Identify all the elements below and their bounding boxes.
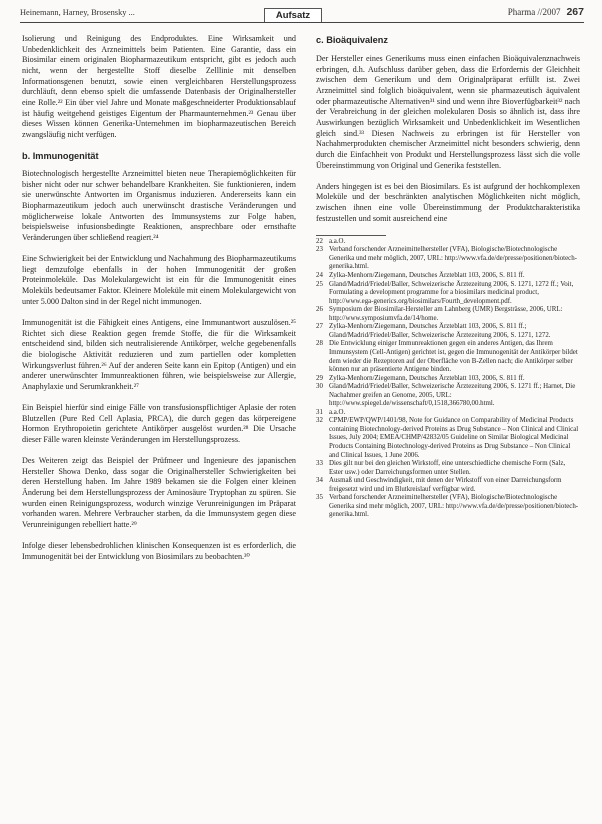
footnote-35 <box>316 494 580 520</box>
left-paragraph-5: Ein Beispiel hierfür sind einige Fälle von transfusionspflichtiger Aplasie der roten Blutzellen (Pure Red Cell Aplasia, PRCA), die durch gegen das körpereigene Hormon Erythropoietin gerichtete Antikörper ausgelöst wurden.²⁸ Die Ursache dieser Fälle waren kleinste Veränderungen im Herstellungsprozess. <box>22 403 296 444</box>
left-column <box>22 34 296 573</box>
footnote-34 <box>316 477 580 494</box>
footnote-22 <box>316 238 580 247</box>
footnote-23 <box>316 246 580 272</box>
journal-issue: Pharma //2007 <box>507 7 561 17</box>
running-head-journal <box>508 6 584 18</box>
footnote-number: 35 <box>316 494 323 502</box>
footnote-text: Dies gilt nur bei den gleichen Wirkstoff, eine unterschiedliche chemische Form (Salz, Ester usw.) oder Darreichungsformen unter Stellen. <box>329 460 566 476</box>
footnote-text: Verband forschender Arzneimittelhersteller (VFA), Biologische/Biotechnologische Generika und mehr möglich, 2007, URL: http://www.vfa.de/de/presse/positionen/biotech-generika.html. <box>329 246 577 271</box>
footnote-text: Symposium der Biosimilar-Hersteller am Lahnberg (UMR) Bergsträsse, 2006, URL: http://www.symposiumvfa.de/14/home. <box>329 306 563 322</box>
footnote-text: Die Entwicklung einiger Immunreaktionen gegen ein anderes Antigen, das Ihrem Immunsystem (Cell-Antigen) gerichtet ist, gegen die Immunogenität der Antikörper bildet dem wieder die Rezeptoren auf der Oberfläche von B-Zellen nach; die Antikörper selber können nur an präsentierte Antigene binden. <box>329 340 578 374</box>
footnote-29 <box>316 375 580 384</box>
footnote-text: Zylka-Menhorn/Ziegemann, Deutsches Ärzteblatt 103, 2006, S. 811 ff.; Gland/Madrid/Friedel/Baller, Schweizerische Ärztezeitung 2006, S. 1271, 1272. <box>329 323 551 339</box>
right-paragraph-2: Anders hingegen ist es bei den Biosimilars. Es ist aufgrund der hochkomplexen Moleküle und der beschränkten analytischen Möglichkeiten nicht möglich, zwischen ihnen eine volle Übereinstimmung der Produktcharakteristika festzustellen und somit ausreichend eine <box>316 181 580 223</box>
section-label: Aufsatz <box>264 8 322 22</box>
left-paragraph-7: Infolge dieser lebensbedrohlichen klinischen Konsequenzen ist es erforderlich, die Immunogenität bei der Entwicklung von Biosimilars zu beobachten.³⁰ <box>22 541 296 561</box>
footnote-number: 28 <box>316 340 323 348</box>
footnotes <box>316 238 580 520</box>
footnote-text: Zylka-Menhorn/Ziegemann, Deutsches Ärzteblatt 103, 2006, S. 811 ff. <box>329 272 525 280</box>
left-paragraph-2: Biotechnologisch hergestellte Arzneimittel bieten neue Therapiemöglichkeiten für bisher nicht oder nur schwer behandelbare Krankheiten. Sie funktionieren, indem sie unerwünschte Antworten im Organismus induzieren. Andererseits kann ein Biopharmazeutikum jedoch auch unerwünscht drastische Veränderungen und möglicherweise lokale Antworten des Immunsystems zur Folge haben, beispielsweise infusionsbedingte Reaktionen, ansprechbare oder ernsthafte Veränderungen über schließend reagiert.²⁴ <box>22 169 296 242</box>
footnote-text: Zylka-Menhorn/Ziegemann, Deutsches Ärzteblatt 103, 2006, S. 811 ff. <box>329 374 525 382</box>
footnote-text: a.a.O. <box>329 237 346 245</box>
left-paragraph-4: Immunogenität ist die Fähigkeit eines Antigens, eine Immunantwort auszulösen.²⁵ Richtet sich diese Reaktion gegen fremde Stoffe, die für die Wirksamkeit entscheidend sind, bilden sich neutralisierende Antikörper, welche gegebenenfalls die biologische Aktivität reduzieren und zum partiellen oder kompletten Wirkungsverlust führen.²⁶ Auf der anderen Seite kann ein Epitop (Antigen) und ein anderer unerwünschter Immunreaktionen führen, wie beispielsweise zur Allergie, Anaphylaxie und Serumkrankheit.²⁷ <box>22 317 296 391</box>
footnote-number: 32 <box>316 417 323 425</box>
footnote-32 <box>316 417 580 460</box>
footnote-25 <box>316 281 580 307</box>
footnote-24 <box>316 272 580 281</box>
footnote-number: 23 <box>316 246 323 254</box>
footnote-27 <box>316 323 580 340</box>
header-rule <box>20 22 584 23</box>
footnote-30 <box>316 383 580 409</box>
footnote-number: 30 <box>316 383 323 391</box>
footnote-number: 24 <box>316 272 323 280</box>
footnote-number: 25 <box>316 280 323 288</box>
left-paragraph-6: Des Weiteren zeigt das Beispiel der Prüfmeer und Ingenieure des japanischen Hersteller Showa Denko, dass sogar die Originalhersteller Schwierigkeiten bei deren Herstellung haben. Im Jahre 1989 bekamen sie die Folgen einer kleinen Änderung bei dem Herstellungsprozess der Aminosäure Tryptophan zu spüren. Sie wurden einen Reinigungsprozess, wodurch winzige Verunreinigungen im Präparat vorhanden waren. Mehrere Verbraucher starben, da die Immunsystem gegen diese Verunreinigungen rebelliert hatte.²⁹ <box>22 456 296 530</box>
footnote-text: a.a.O. <box>329 408 346 416</box>
footnote-number: 29 <box>316 374 323 382</box>
footnote-26 <box>316 306 580 323</box>
footnote-text: Ausmaß und Geschwindigkeit, mit denen der Wirkstoff von einer Darreichungsform freigesetzt wird und im Blutkreislauf verfügbar wird. <box>329 477 562 493</box>
footnote-rule <box>316 235 386 236</box>
page-number: 267 <box>566 6 584 18</box>
footnote-text: CPMP/EWP/QWP/1401/98, Note for Guidance on Comparability of Medicinal Products containing Biotechnology-derived Proteins as Drug Substance – Non Clinical and Clinical Issues, July 2004; EMEA/CHMP/42832/05 Guideline on Similar Biological Medicinal Products Containing Biotechnology-derived Proteins as Drug Substance – Non Clinical and Clinical Issues, 1 June 2006. <box>329 417 579 459</box>
right-column <box>316 34 580 520</box>
left-paragraph-1: Isolierung und Reinigung des Endproduktes. Eine Wirksamkeit und Unbedenklichkeit des Arzneimittels beim Patienten. Eine Garantie, dass ein Biosimilar einem originalen Biopharmazeutikum entspricht, gibt es jedoch auch nicht, wenn der hergestellte Stoff dieselbe Zelllinie mit denselben Informationsgenen benutzt, sowie einen vergleichbaren Herstellungsprozess durchläuft, denn ebenso spielt die umfassende Datenbasis der Originalhersteller eine Rolle.²² Ein über viel Jahre und Monate maßgeschneiderter Produktionsablauf ist häufig weitgehend geistiges Eigentum der Pharmaunternehmen.²³ Genau über dieses Wissen können Generika-Unternehmen im biopharmazeutischen Bereich zwangsläufig nicht verfügen. <box>22 34 296 139</box>
footnote-text: Gland/Madrid/Friedel/Baller, Schweizerische Ärztezeitung 2006, S. 1271, 1272 ff.; Voit, Formulating a development programme for a biosimilars medicinal product, http://www.ega-generics.org/biosimilars/Fourth_development.pdf. <box>329 280 574 305</box>
footnote-number: 31 <box>316 408 323 416</box>
footnote-31 <box>316 409 580 418</box>
footnote-number: 27 <box>316 323 323 331</box>
running-head-authors: Heinemann, Harney, Brosensky ... <box>20 8 135 17</box>
footnote-text: Verband forschender Arzneimittelhersteller (VFA), Biologische/Biotechnologische Generika sind mehr möglich, 2007, URL: http://www.vfa.de/de/presse/positionen/biotech-generika.html. <box>329 494 579 519</box>
footnote-28 <box>316 340 580 374</box>
footnote-33 <box>316 460 580 477</box>
right-paragraph-1: Der Hersteller eines Generikums muss einen einfachen Bioäquivalenznachweis erbringen, d.h. Aufschluss darüber geben, dass die Erfordernis der Gleichheit zwischen dem Generikum und dem Originalpräparat erfüllt ist. Zwei Arzneimittel sind folglich bioäquivalent, wenn sie pharmazeutisch äquivalent oder pharmazeutische Alternativen³¹ sind und wenn ihre Bioverfügbarkeit³² nach der Verabreichung in der gleichen molekularen Dosis so ähnlich ist, dass ihre Auswirkungen bezüglich Wirksamkeit und Unbedenklichkeit im Wesentlichen gleich sind.³³ Diesen Nachweis zu erbringen ist für Hersteller von Nachahmerprodukten chemischer Arzneimittel nicht besonders schwierig, denn durch die Einfachheit von Produkt und Herstellungsprozess lässt sich die volle Übereinstimmung von Original und Generika feststellen. <box>316 54 580 170</box>
left-paragraph-3: Eine Schwierigkeit bei der Entwicklung und Nachahmung des Biopharmazeutikums liegt demzufolge ebenfalls in der hohen Immunogenität der großen Proteinmoleküle. Das Molekulargewicht ist ein für die Immunogenität eines Moleküls bedeutsamer Faktor. Kleinere Moleküle mit einem Molekulargewicht von unter 5.000 Dalton sind in der Regel nicht immunogen. <box>22 254 296 306</box>
section-heading-immunogenitaet: b. Immunogenität <box>22 151 99 162</box>
footnote-number: 34 <box>316 477 323 485</box>
section-heading-bioaequivalenz: c. Bioäquivalenz <box>316 35 388 45</box>
footnote-number: 22 <box>316 237 323 245</box>
footnote-text: Gland/Madrid/Friedel/Baller, Schweizerische Ärztezeitung 2006, S. 1271 ff.; Harnet, Die Nachahmer greifen an Genome, 2005, URL: http://www.spiegel.de/wissenschaft/0,1518,366780,00.html. <box>329 383 576 408</box>
footnote-number: 33 <box>316 460 323 468</box>
footnote-number: 26 <box>316 306 323 314</box>
